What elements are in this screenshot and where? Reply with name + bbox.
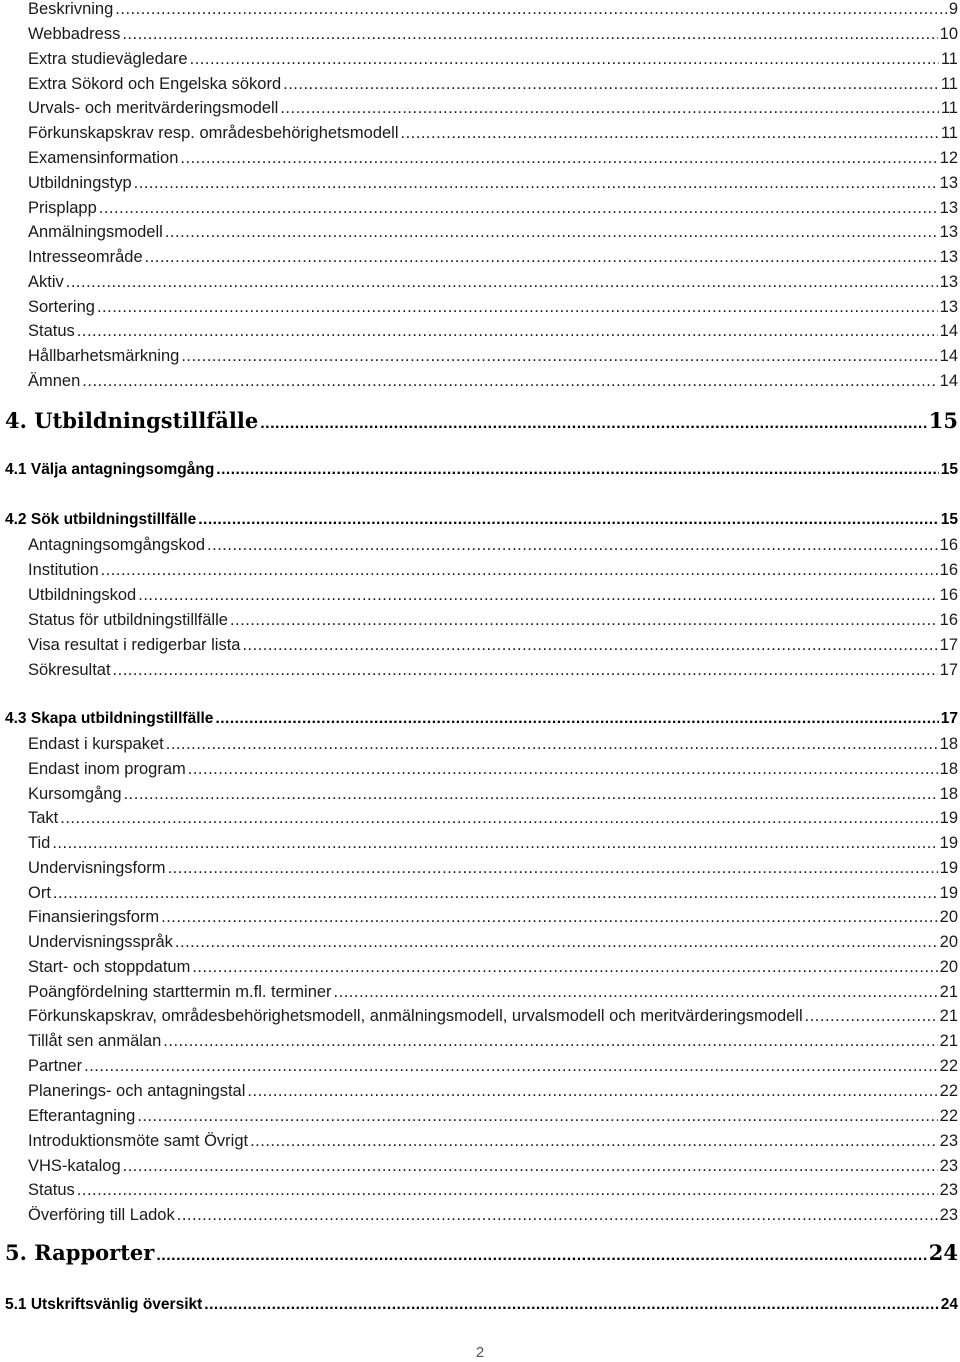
toc-entry-title: Undervisningsspråk	[28, 933, 173, 951]
toc-entry[interactable]	[28, 298, 958, 317]
toc-entry[interactable]	[28, 50, 958, 69]
toc-entry-page: 15	[928, 408, 958, 433]
toc-dot-leader	[134, 174, 938, 193]
toc-entry[interactable]	[28, 586, 958, 605]
toc-dot-leader	[260, 415, 927, 433]
toc-dot-leader	[161, 908, 938, 927]
toc-dot-leader	[163, 1032, 937, 1051]
page-number: 2	[475, 1344, 485, 1361]
toc-entry-page: 16	[939, 586, 958, 604]
toc-dot-leader	[283, 75, 939, 94]
toc-entry-title: 4. Utbildningstillfälle	[5, 408, 259, 433]
toc-section[interactable]	[5, 1296, 958, 1314]
toc-entry[interactable]	[28, 1157, 958, 1176]
toc-entry[interactable]	[28, 536, 958, 555]
toc-entry-title: Förkunskapskrav resp. områdesbehörighetsmodell	[28, 124, 399, 142]
toc-entry[interactable]	[28, 99, 958, 118]
toc-entry-title: Prisplapp	[28, 199, 97, 217]
toc-entry-title: Webbadress	[28, 25, 121, 43]
toc-entry-page: 19	[939, 884, 958, 902]
toc-entry-title: Hållbarhetsmärkning	[28, 347, 180, 365]
toc-entry-title: Utbildningskod	[28, 586, 137, 604]
toc-entry-page: 24	[940, 1296, 958, 1313]
toc-dot-leader	[123, 1157, 938, 1176]
toc-entry[interactable]	[28, 248, 958, 267]
toc-entry[interactable]	[28, 273, 958, 292]
toc-entry-title: Ort	[28, 884, 51, 902]
toc-dot-leader	[168, 859, 938, 878]
toc-dot-leader	[334, 983, 938, 1002]
toc-dot-leader	[122, 25, 937, 44]
toc-entry-page: 24	[928, 1240, 958, 1265]
toc-entry-page: 16	[939, 536, 958, 554]
toc-entry[interactable]	[28, 347, 958, 366]
toc-dot-leader	[207, 536, 938, 555]
toc-entry-page: 13	[939, 174, 958, 192]
toc-entry[interactable]	[28, 1082, 958, 1101]
toc-entry[interactable]	[28, 884, 958, 903]
toc-entry-page: 11	[940, 124, 958, 142]
toc-entry[interactable]	[28, 908, 958, 927]
toc-entry[interactable]	[28, 1057, 958, 1076]
toc-entry-title: Undervisningsform	[28, 859, 166, 877]
toc-entry-page: 19	[939, 834, 958, 852]
toc-entry[interactable]	[28, 199, 958, 218]
toc-dot-leader	[188, 760, 938, 779]
toc-entry[interactable]	[28, 149, 958, 168]
toc-entry-title: Utbildningstyp	[28, 174, 132, 192]
toc-entry-title: Tillåt sen anmälan	[28, 1032, 162, 1050]
toc-entry-title: Finansieringsform	[28, 908, 160, 926]
toc-entry-title: Extra Sökord och Engelska sökord	[28, 75, 282, 93]
toc-entry-title: Urvals- och meritvärderingsmodell	[28, 99, 279, 117]
toc-dot-leader	[247, 1082, 937, 1101]
toc-entry-title: Överföring till Ladok	[28, 1206, 175, 1224]
toc-dot-leader	[190, 50, 939, 69]
toc-entry-title: Intresseområde	[28, 248, 143, 266]
toc-entry-title: 4.2 Sök utbildningstillfälle	[5, 511, 197, 528]
toc-entry-title: Endast i kurspaket	[28, 735, 164, 753]
toc-entry[interactable]	[28, 834, 958, 853]
toc-entry[interactable]	[28, 983, 958, 1002]
toc-entry-page: 14	[939, 322, 958, 340]
toc-entry-page: 21	[939, 983, 958, 1001]
toc-entry-title: Introduktionsmöte samt Övrigt	[28, 1132, 249, 1150]
toc-dot-leader	[84, 1057, 938, 1076]
toc-dot-leader	[805, 1007, 938, 1026]
toc-section[interactable]	[5, 461, 958, 479]
toc-entry[interactable]	[28, 1206, 958, 1225]
toc-entry-title: Poängfördelning starttermin m.fl. terminer	[28, 983, 332, 1001]
toc-section[interactable]	[5, 511, 958, 529]
toc-dot-leader	[177, 1206, 938, 1225]
toc-dot-leader	[101, 561, 938, 580]
toc-entry-title: Institution	[28, 561, 99, 579]
toc-entry-page: 20	[939, 958, 958, 976]
toc-dot-leader	[156, 1247, 926, 1265]
toc-dot-leader	[280, 99, 939, 118]
toc-entry-page: 18	[939, 785, 958, 803]
toc-dot-leader	[77, 322, 938, 341]
toc-entry-title: Examensinformation	[28, 149, 179, 167]
toc-entry[interactable]	[28, 760, 958, 779]
toc-entry-page: 20	[939, 933, 958, 951]
toc-dot-leader	[113, 661, 938, 680]
toc-entry-page: 11	[940, 50, 958, 68]
toc-entry-page: 18	[939, 760, 958, 778]
toc-entry-title: Start- och stoppdatum	[28, 958, 191, 976]
toc-entry-title: Takt	[28, 809, 59, 827]
toc-entry[interactable]	[28, 223, 958, 242]
toc-entry-page: 22	[939, 1107, 958, 1125]
toc-entry[interactable]	[28, 809, 958, 828]
toc-dot-leader	[180, 149, 937, 168]
toc-dot-leader	[82, 372, 937, 391]
toc-dot-leader	[401, 124, 939, 143]
toc-chapter[interactable]	[5, 1240, 958, 1265]
toc-entry-page: 19	[939, 809, 958, 827]
toc-dot-leader	[52, 834, 937, 853]
toc-dot-leader	[138, 586, 937, 605]
toc-entry[interactable]	[28, 75, 958, 94]
toc-entry[interactable]	[28, 1032, 958, 1051]
toc-dot-leader	[77, 1181, 938, 1200]
toc-entry-title: Efterantagning	[28, 1107, 136, 1125]
toc-entry[interactable]	[28, 124, 958, 143]
toc-entry-title: Planerings- och antagningstal	[28, 1082, 246, 1100]
toc-entry-page: 21	[939, 1007, 958, 1025]
toc-entry-title: VHS-katalog	[28, 1157, 121, 1175]
toc-entry-page: 11	[940, 99, 958, 117]
toc-entry[interactable]	[28, 785, 958, 804]
toc-entry[interactable]	[28, 958, 958, 977]
toc-entry-page: 13	[939, 223, 958, 241]
toc-entry-title: Extra studievägledare	[28, 50, 188, 68]
toc-entry-title: Sökresultat	[28, 661, 111, 679]
toc-entry[interactable]	[28, 1132, 958, 1151]
toc-entry-title: Aktiv	[28, 273, 64, 291]
toc-entry-page: 23	[939, 1181, 958, 1199]
toc-entry-page: 16	[939, 611, 958, 629]
toc-entry-title: Visa resultat i redigerbar lista	[28, 636, 241, 654]
toc-dot-leader	[137, 1107, 937, 1126]
toc-dot-leader	[216, 461, 938, 479]
toc-dot-leader	[215, 710, 938, 728]
toc-dot-leader	[165, 223, 938, 242]
toc-entry[interactable]	[28, 174, 958, 193]
toc-entry-title: 4.3 Skapa utbildningstillfälle	[5, 710, 214, 727]
toc-entry[interactable]	[28, 933, 958, 952]
toc-entry-title: Anmälningsmodell	[28, 223, 163, 241]
toc-entry-page: 9	[948, 0, 958, 18]
toc-entry-page: 22	[939, 1082, 958, 1100]
toc-entry-title: Tid	[28, 834, 51, 852]
toc-entry-title: Sortering	[28, 298, 95, 316]
toc-entry-page: 10	[939, 25, 958, 43]
toc-entry-page: 23	[939, 1157, 958, 1175]
toc-dot-leader	[60, 809, 937, 828]
toc-entry-page: 19	[939, 859, 958, 877]
toc-entry-page: 11	[940, 75, 958, 93]
toc-entry-title: 4.1 Välja antagningsomgång	[5, 461, 215, 478]
toc-entry-page: 17	[940, 710, 958, 727]
toc-entry-page: 15	[940, 461, 958, 478]
toc-dot-leader	[181, 347, 937, 366]
toc-entry-page: 17	[939, 661, 958, 679]
toc-entry-page: 18	[939, 735, 958, 753]
toc-entry[interactable]	[28, 1181, 958, 1200]
toc-entry-title: Status för utbildningstillfälle	[28, 611, 228, 629]
toc-entry-page: 20	[939, 908, 958, 926]
toc-entry[interactable]	[28, 25, 958, 44]
toc-dot-leader	[242, 636, 937, 655]
toc-entry-title: 5.1 Utskriftsvänlig översikt	[5, 1296, 203, 1313]
toc-entry-title: Partner	[28, 1057, 83, 1075]
toc-entry[interactable]	[28, 735, 958, 754]
toc-dot-leader	[166, 735, 938, 754]
toc-dot-leader	[175, 933, 938, 952]
toc-entry[interactable]	[28, 859, 958, 878]
toc-dot-leader	[250, 1132, 938, 1151]
toc-entry-page: 13	[939, 248, 958, 266]
toc-entry-title: Status	[28, 322, 75, 340]
toc-entry[interactable]	[28, 372, 958, 391]
toc-dot-leader	[115, 0, 947, 19]
toc-section[interactable]	[5, 710, 958, 728]
toc-dot-leader	[124, 785, 938, 804]
toc-entry-page: 14	[939, 372, 958, 390]
toc-entry[interactable]	[28, 322, 958, 341]
toc-entry-page: 21	[939, 1032, 958, 1050]
toc-entry-page: 13	[939, 199, 958, 217]
toc-entry-page: 17	[939, 636, 958, 654]
toc-entry-page: 14	[939, 347, 958, 365]
toc-entry-page: 15	[940, 511, 958, 528]
toc-entry[interactable]	[28, 0, 958, 19]
toc-entry-title: Antagningsomgångskod	[28, 536, 206, 554]
toc-dot-leader	[204, 1296, 938, 1314]
toc-entry-title: 5. Rapporter	[5, 1240, 155, 1265]
toc-entry[interactable]	[28, 1007, 958, 1026]
toc-entry-page: 23	[939, 1132, 958, 1150]
toc-entry-title: Ämnen	[28, 372, 81, 390]
toc-entry[interactable]	[28, 661, 958, 680]
toc-entry-title: Förkunskapskrav, områdesbehörighetsmodell, anmälningsmodell, urvalsmodell och meritvärderingsmodell	[28, 1007, 803, 1025]
toc-dot-leader	[145, 248, 938, 267]
toc-dot-leader	[66, 273, 938, 292]
toc-chapter[interactable]	[5, 408, 958, 433]
toc-entry[interactable]	[28, 1107, 958, 1126]
toc-entry[interactable]	[28, 561, 958, 580]
toc-dot-leader	[53, 884, 938, 903]
toc-dot-leader	[97, 298, 938, 317]
toc-dot-leader	[198, 511, 939, 529]
toc-entry-page: 22	[939, 1057, 958, 1075]
toc-dot-leader	[192, 958, 937, 977]
toc-dot-leader	[99, 199, 938, 218]
toc-entry[interactable]	[28, 636, 958, 655]
toc-dot-leader	[230, 611, 938, 630]
toc-entry-page: 12	[939, 149, 958, 167]
toc-entry-title: Beskrivning	[28, 0, 114, 18]
toc-entry-page: 16	[939, 561, 958, 579]
toc-entry-page: 23	[939, 1206, 958, 1224]
toc-entry-title: Status	[28, 1181, 75, 1199]
toc-entry-page: 13	[939, 298, 958, 316]
toc-entry-title: Endast inom program	[28, 760, 186, 778]
toc-entry[interactable]	[28, 611, 958, 630]
toc-entry-title: Kursomgång	[28, 785, 122, 803]
toc-entry-page: 13	[939, 273, 958, 291]
